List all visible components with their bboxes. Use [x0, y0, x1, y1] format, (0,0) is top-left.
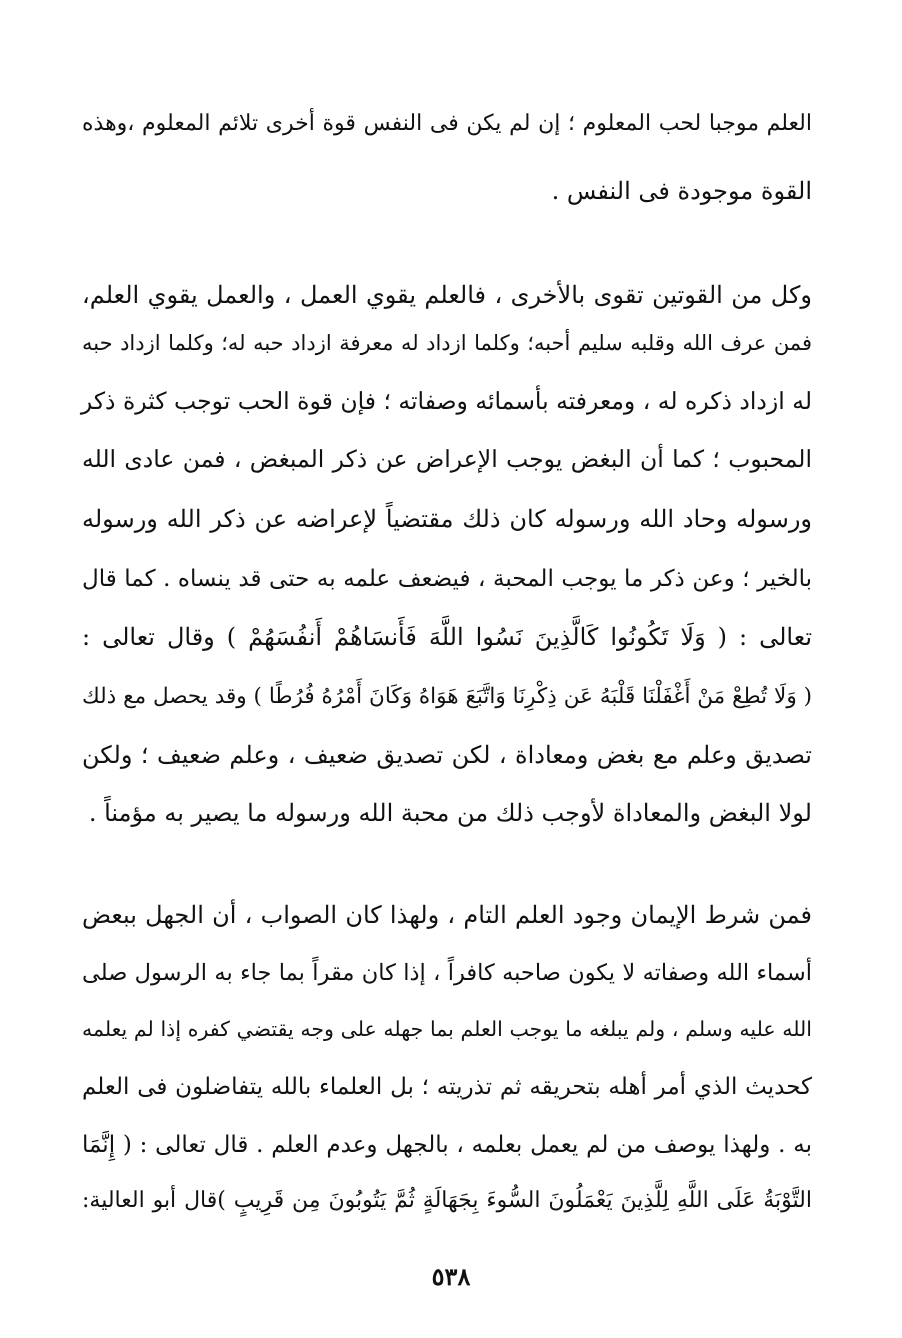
- page-number: ٥٣٨: [431, 1262, 471, 1291]
- text-line: المحبوب ؛ كما أن البغض يوجب الإعراض عن ذكر المبغض ، فمن عادى الله: [82, 445, 812, 473]
- quran-verse-line: ( وَلَا تُطِعْ مَنْ أَغْفَلْنَا قَلْبَهُ عَن ذِكْرِنَا وَاتَّبَعَ هَوَاهُ وَكَانَ أَمْرُهُ فُرُطًا ) وقد يحصل مع ذلك: [82, 684, 812, 709]
- quran-verse-line: التَّوْبَةُ عَلَى اللَّهِ لِلَّذِينَ يَعْمَلُونَ السُّوءَ بِجَهَالَةٍ ثُمَّ يَتُوبُونَ مِن قَرِيبٍ )قال أبو العالية:: [82, 1188, 812, 1213]
- text-line: أسماء الله وصفاته لا يكون صاحبه كافراً ، إذا كان مقراً بما جاء به الرسول صلى: [82, 960, 812, 986]
- text-line: ورسوله وحاد الله ورسوله كان ذلك مقتضياً لإعراضه عن ذكر الله ورسوله: [82, 505, 812, 533]
- quran-verse-line: تعالى : ( وَلَا تَكُونُوا كَالَّذِينَ نَسُوا اللَّهَ فَأَنسَاهُمْ أَنفُسَهُمْ ) وقال تعالى :: [82, 623, 813, 651]
- text-line: تصديق وعلم مع بغض ومعاداة ، لكن تصديق ضعيف ، وعلم ضعيف ؛ ولكن: [82, 741, 812, 769]
- text-line: فمن شرط الإيمان وجود العلم التام ، ولهذا كان الصواب ، أن الجهل ببعض: [82, 901, 813, 929]
- text-line: العلم موجبا لحب المعلوم ؛ إن لم يكن فى النفس قوة أخرى تلائم المعلوم ،وهذه: [82, 111, 812, 136]
- text-line: وكل من القوتين تقوى بالأخرى ، فالعلم يقوي العمل ، والعمل يقوي العلم،: [82, 281, 812, 309]
- text-line: له ازداد ذكره له ، ومعرفته بأسمائه وصفاته ؛ فإن قوة الحب توجب كثرة ذكر: [80, 387, 812, 415]
- text-line: لولا البغض والمعاداة لأوجب ذلك من محبة الله ورسوله ما يصير به مؤمناً .: [88, 799, 812, 827]
- text-line: فمن عرف الله وقلبه سليم أحبه؛ وكلما ازداد له معرفة ازداد حبه له؛ وكلما ازداد حبه: [82, 331, 812, 355]
- text-line: القوة موجودة فى النفس .: [551, 177, 812, 205]
- text-line: به . ولهذا يوصف من لم يعمل بعلمه ، بالجهل وعدم العلم . قال تعالى : ( إِنَّمَا: [82, 1132, 812, 1158]
- text-line: كحديث الذي أمر أهله بتحريقه ثم تذريته ؛ بل العلماء بالله يتفاضلون فى العلم: [82, 1074, 812, 1100]
- text-line: بالخير ؛ وعن ذكر ما يوجب المحبة ، فيضعف علمه به حتى قد ينساه . كما قال: [82, 566, 812, 592]
- text-line: الله عليه وسلم ، ولم يبلغه ما يوجب العلم بما جهله على وجه يقتضي كفره إذا لم يعلمه: [82, 1017, 812, 1041]
